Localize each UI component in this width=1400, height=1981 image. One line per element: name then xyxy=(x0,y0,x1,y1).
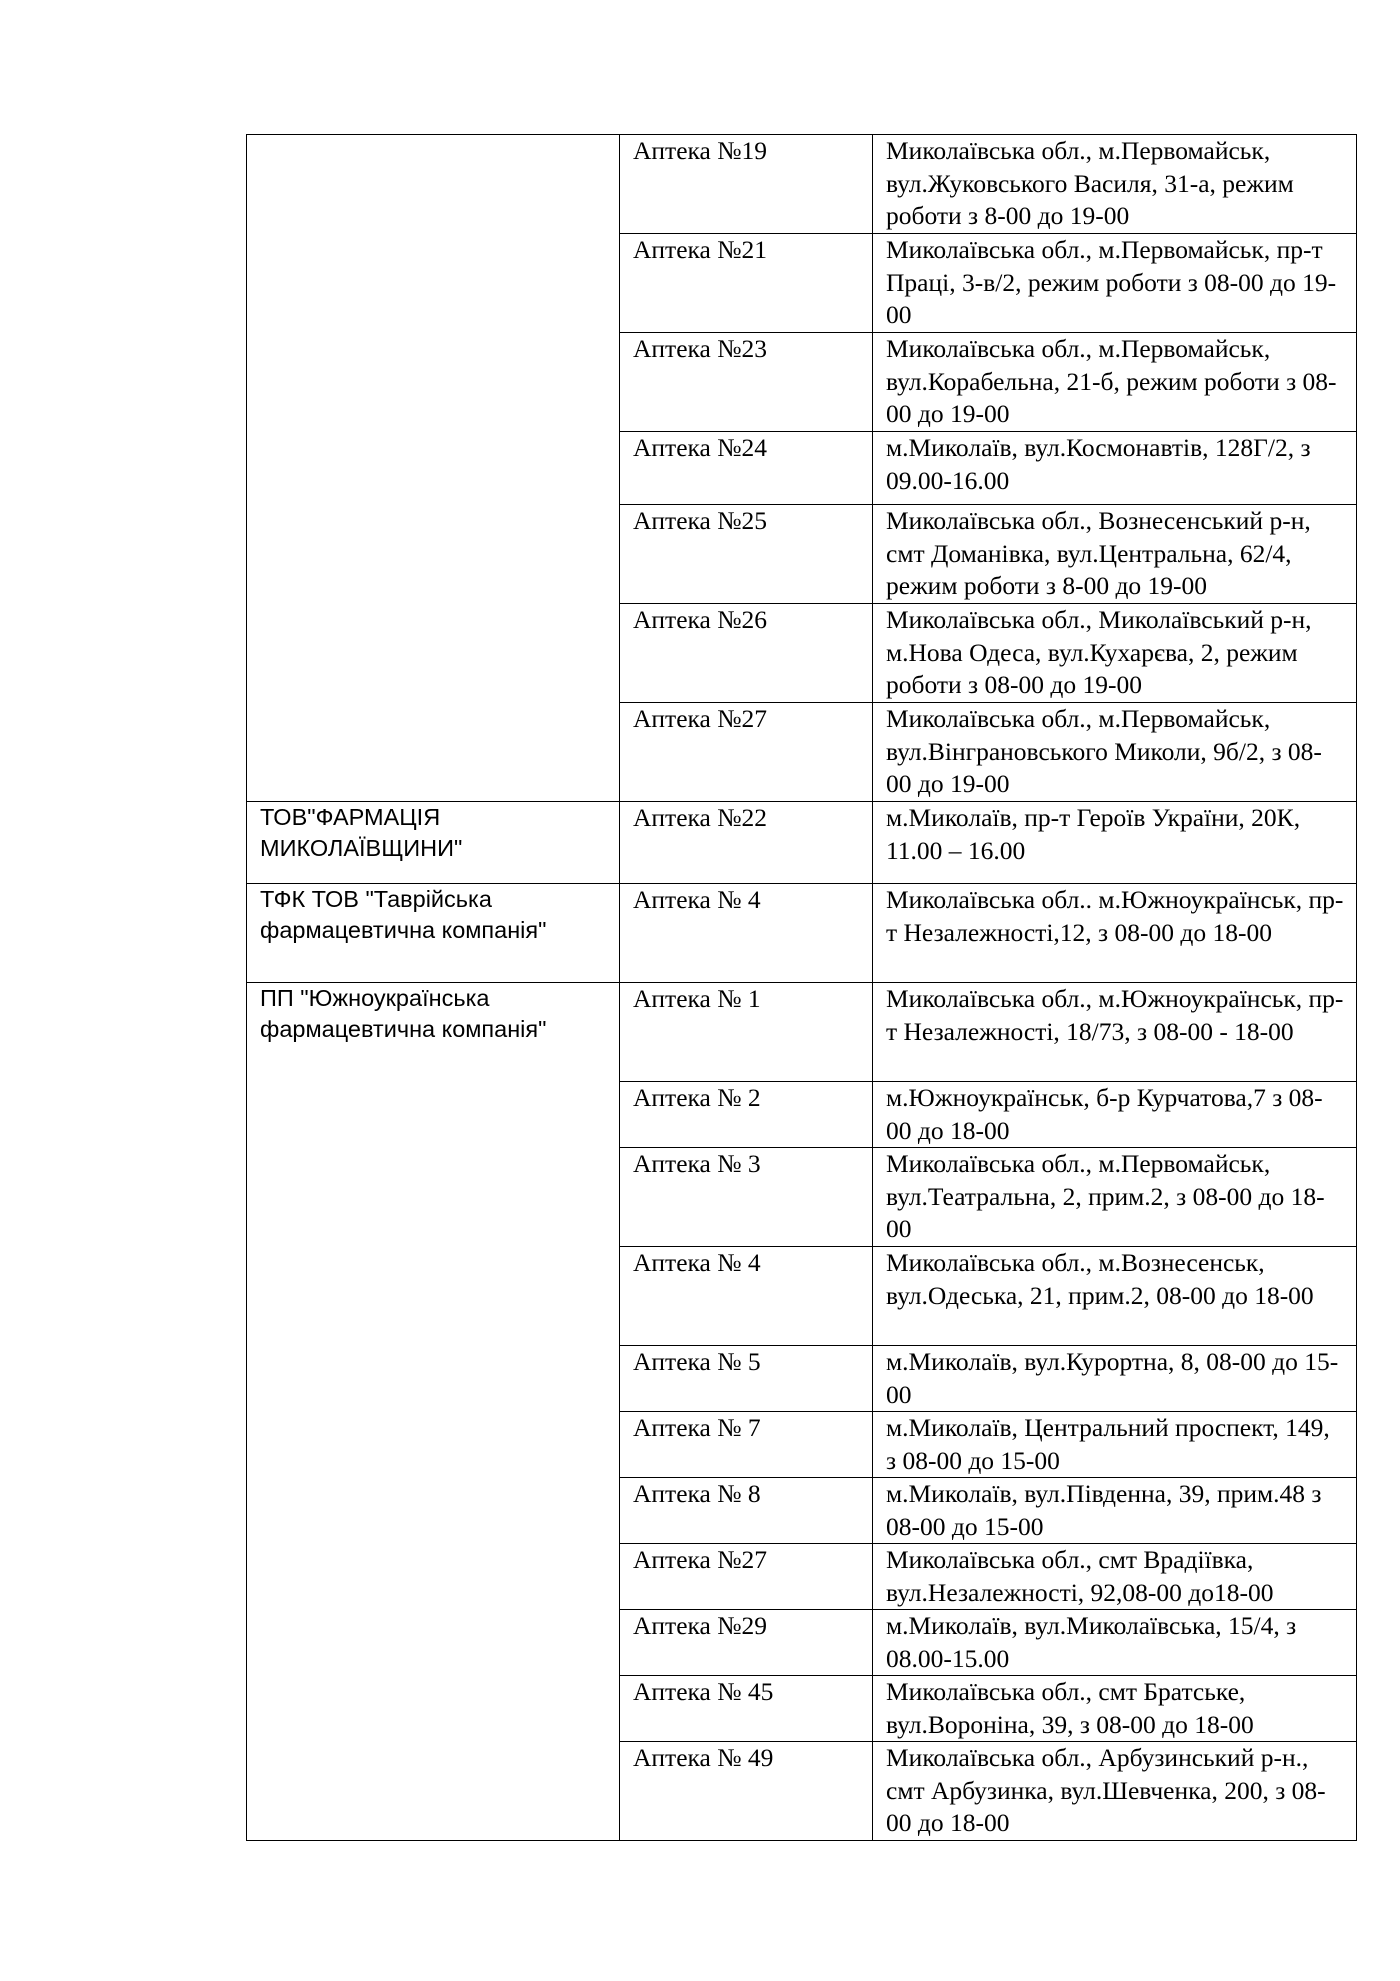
pharmacy-address-cell: м.Миколаїв, вул.Миколаївська, 15/4, з 08.00-15.00 xyxy=(873,1610,1357,1676)
table-row xyxy=(247,884,1357,983)
pharmacy-address-cell: Миколаївська обл., м.Первомайськ, вул.Вінграновського Миколи, 9б/2, з 08-00 до 19-00 xyxy=(873,703,1357,802)
pharmacy-name-cell: Аптека № 4 xyxy=(620,884,873,983)
pharmacy-address-cell: Миколаївська обл., Арбузинський р-н., смт Арбузинка, вул.Шевченка, 200, з 08-00 до 18-00 xyxy=(873,1742,1357,1841)
pharmacy-name-cell: Аптека №29 xyxy=(620,1610,873,1676)
pharmacy-address-cell: Миколаївська обл., м.Первомайськ, вул.Корабельна, 21-б, режим роботи з 08-00 до 19-00 xyxy=(873,333,1357,432)
pharmacy-address-cell: Миколаївська обл., м.Первомайськ, вул.Жуковського Василя, 31-а, режим роботи з 8-00 до 19-00 xyxy=(873,135,1357,234)
pharmacy-name-cell: Аптека № 49 xyxy=(620,1742,873,1841)
pharmacy-address-cell: Миколаївська обл., м.Первомайськ, пр-т Праці, 3-в/2, режим роботи з 08-00 до 19-00 xyxy=(873,234,1357,333)
pharmacy-name-cell: Аптека № 2 xyxy=(620,1082,873,1148)
pharmacy-table xyxy=(246,134,1357,1841)
pharmacy-address-cell: Миколаївська обл., смт Братське, вул.Вороніна, 39, з 08-00 до 18-00 xyxy=(873,1676,1357,1742)
pharmacy-address-cell: Миколаївська обл., м.Вознесенськ, вул.Одеська, 21, прим.2, 08-00 до 18-00 xyxy=(873,1247,1357,1346)
pharmacy-address-cell: Миколаївська обл., Вознесенський р-н, смт Доманівка, вул.Центральна, 62/4, режим роботи з 8-00 до 19-00 xyxy=(873,505,1357,604)
pharmacy-address-cell: Миколаївська обл., м.Южноукраїнськ, пр-т Незалежності, 18/73, з 08-00 - 18-00 xyxy=(873,983,1357,1082)
pharmacy-address-cell: Миколаївська обл., м.Первомайськ, вул.Театральна, 2, прим.2, з 08-00 до 18-00 xyxy=(873,1148,1357,1247)
pharmacy-name-cell: Аптека № 3 xyxy=(620,1148,873,1247)
pharmacy-address-cell: м.Южноукраїнськ, б-р Курчатова,7 з 08-00 до 18-00 xyxy=(873,1082,1357,1148)
pharmacy-address-cell: м.Миколаїв, пр-т Героїв України, 20К, 11.00 – 16.00 xyxy=(873,802,1357,884)
pharmacy-name-cell: Аптека № 7 xyxy=(620,1412,873,1478)
pharmacy-name-cell: Аптека №22 xyxy=(620,802,873,884)
table-row xyxy=(247,802,1357,884)
pharmacy-address-cell: м.Миколаїв, вул.Космонавтів, 128Г/2, з 09.00-16.00 xyxy=(873,432,1357,505)
pharmacy-name-cell: Аптека № 5 xyxy=(620,1346,873,1412)
pharmacy-address-cell: м.Миколаїв, вул.Курортна, 8, 08-00 до 15-00 xyxy=(873,1346,1357,1412)
table-row xyxy=(247,983,1357,1082)
pharmacy-name-cell: Аптека № 8 xyxy=(620,1478,873,1544)
table-row xyxy=(247,135,1357,234)
pharmacy-address-cell: Миколаївська обл., Миколаївський р-н, м.Нова Одеса, вул.Кухарєва, 2, режим роботи з 08-00 до 19-00 xyxy=(873,604,1357,703)
pharmacy-address-cell: Миколаївська обл.. м.Южноукраїнськ, пр-т Незалежності,12, з 08-00 до 18-00 xyxy=(873,884,1357,983)
pharmacy-address-cell: м.Миколаїв, вул.Південна, 39, прим.48 з 08-00 до 15-00 xyxy=(873,1478,1357,1544)
pharmacy-name-cell: Аптека №21 xyxy=(620,234,873,333)
organization-cell: ПП "Южноукраїнська фармацевтична компанія" xyxy=(247,983,620,1841)
pharmacy-address-cell: м.Миколаїв, Центральний проспект, 149, з 08-00 до 15-00 xyxy=(873,1412,1357,1478)
pharmacy-name-cell: Аптека №25 xyxy=(620,505,873,604)
pharmacy-name-cell: Аптека №23 xyxy=(620,333,873,432)
organization-cell-continued xyxy=(247,135,620,802)
organization-cell: ТОВ"ФАРМАЦІЯ МИКОЛАЇВЩИНИ" xyxy=(247,802,620,884)
pharmacy-name-cell: Аптека № 4 xyxy=(620,1247,873,1346)
pharmacy-name-cell: Аптека №27 xyxy=(620,1544,873,1610)
pharmacy-name-cell: Аптека № 45 xyxy=(620,1676,873,1742)
pharmacy-name-cell: Аптека №27 xyxy=(620,703,873,802)
pharmacy-name-cell: Аптека №24 xyxy=(620,432,873,505)
pharmacy-name-cell: Аптека №19 xyxy=(620,135,873,234)
pharmacy-address-cell: Миколаївська обл., смт Врадіївка, вул.Незалежності, 92,08-00 до18-00 xyxy=(873,1544,1357,1610)
organization-cell: ТФК ТОВ "Таврійська фармацевтична компанія" xyxy=(247,884,620,983)
pharmacy-name-cell: Аптека №26 xyxy=(620,604,873,703)
pharmacy-name-cell: Аптека № 1 xyxy=(620,983,873,1082)
